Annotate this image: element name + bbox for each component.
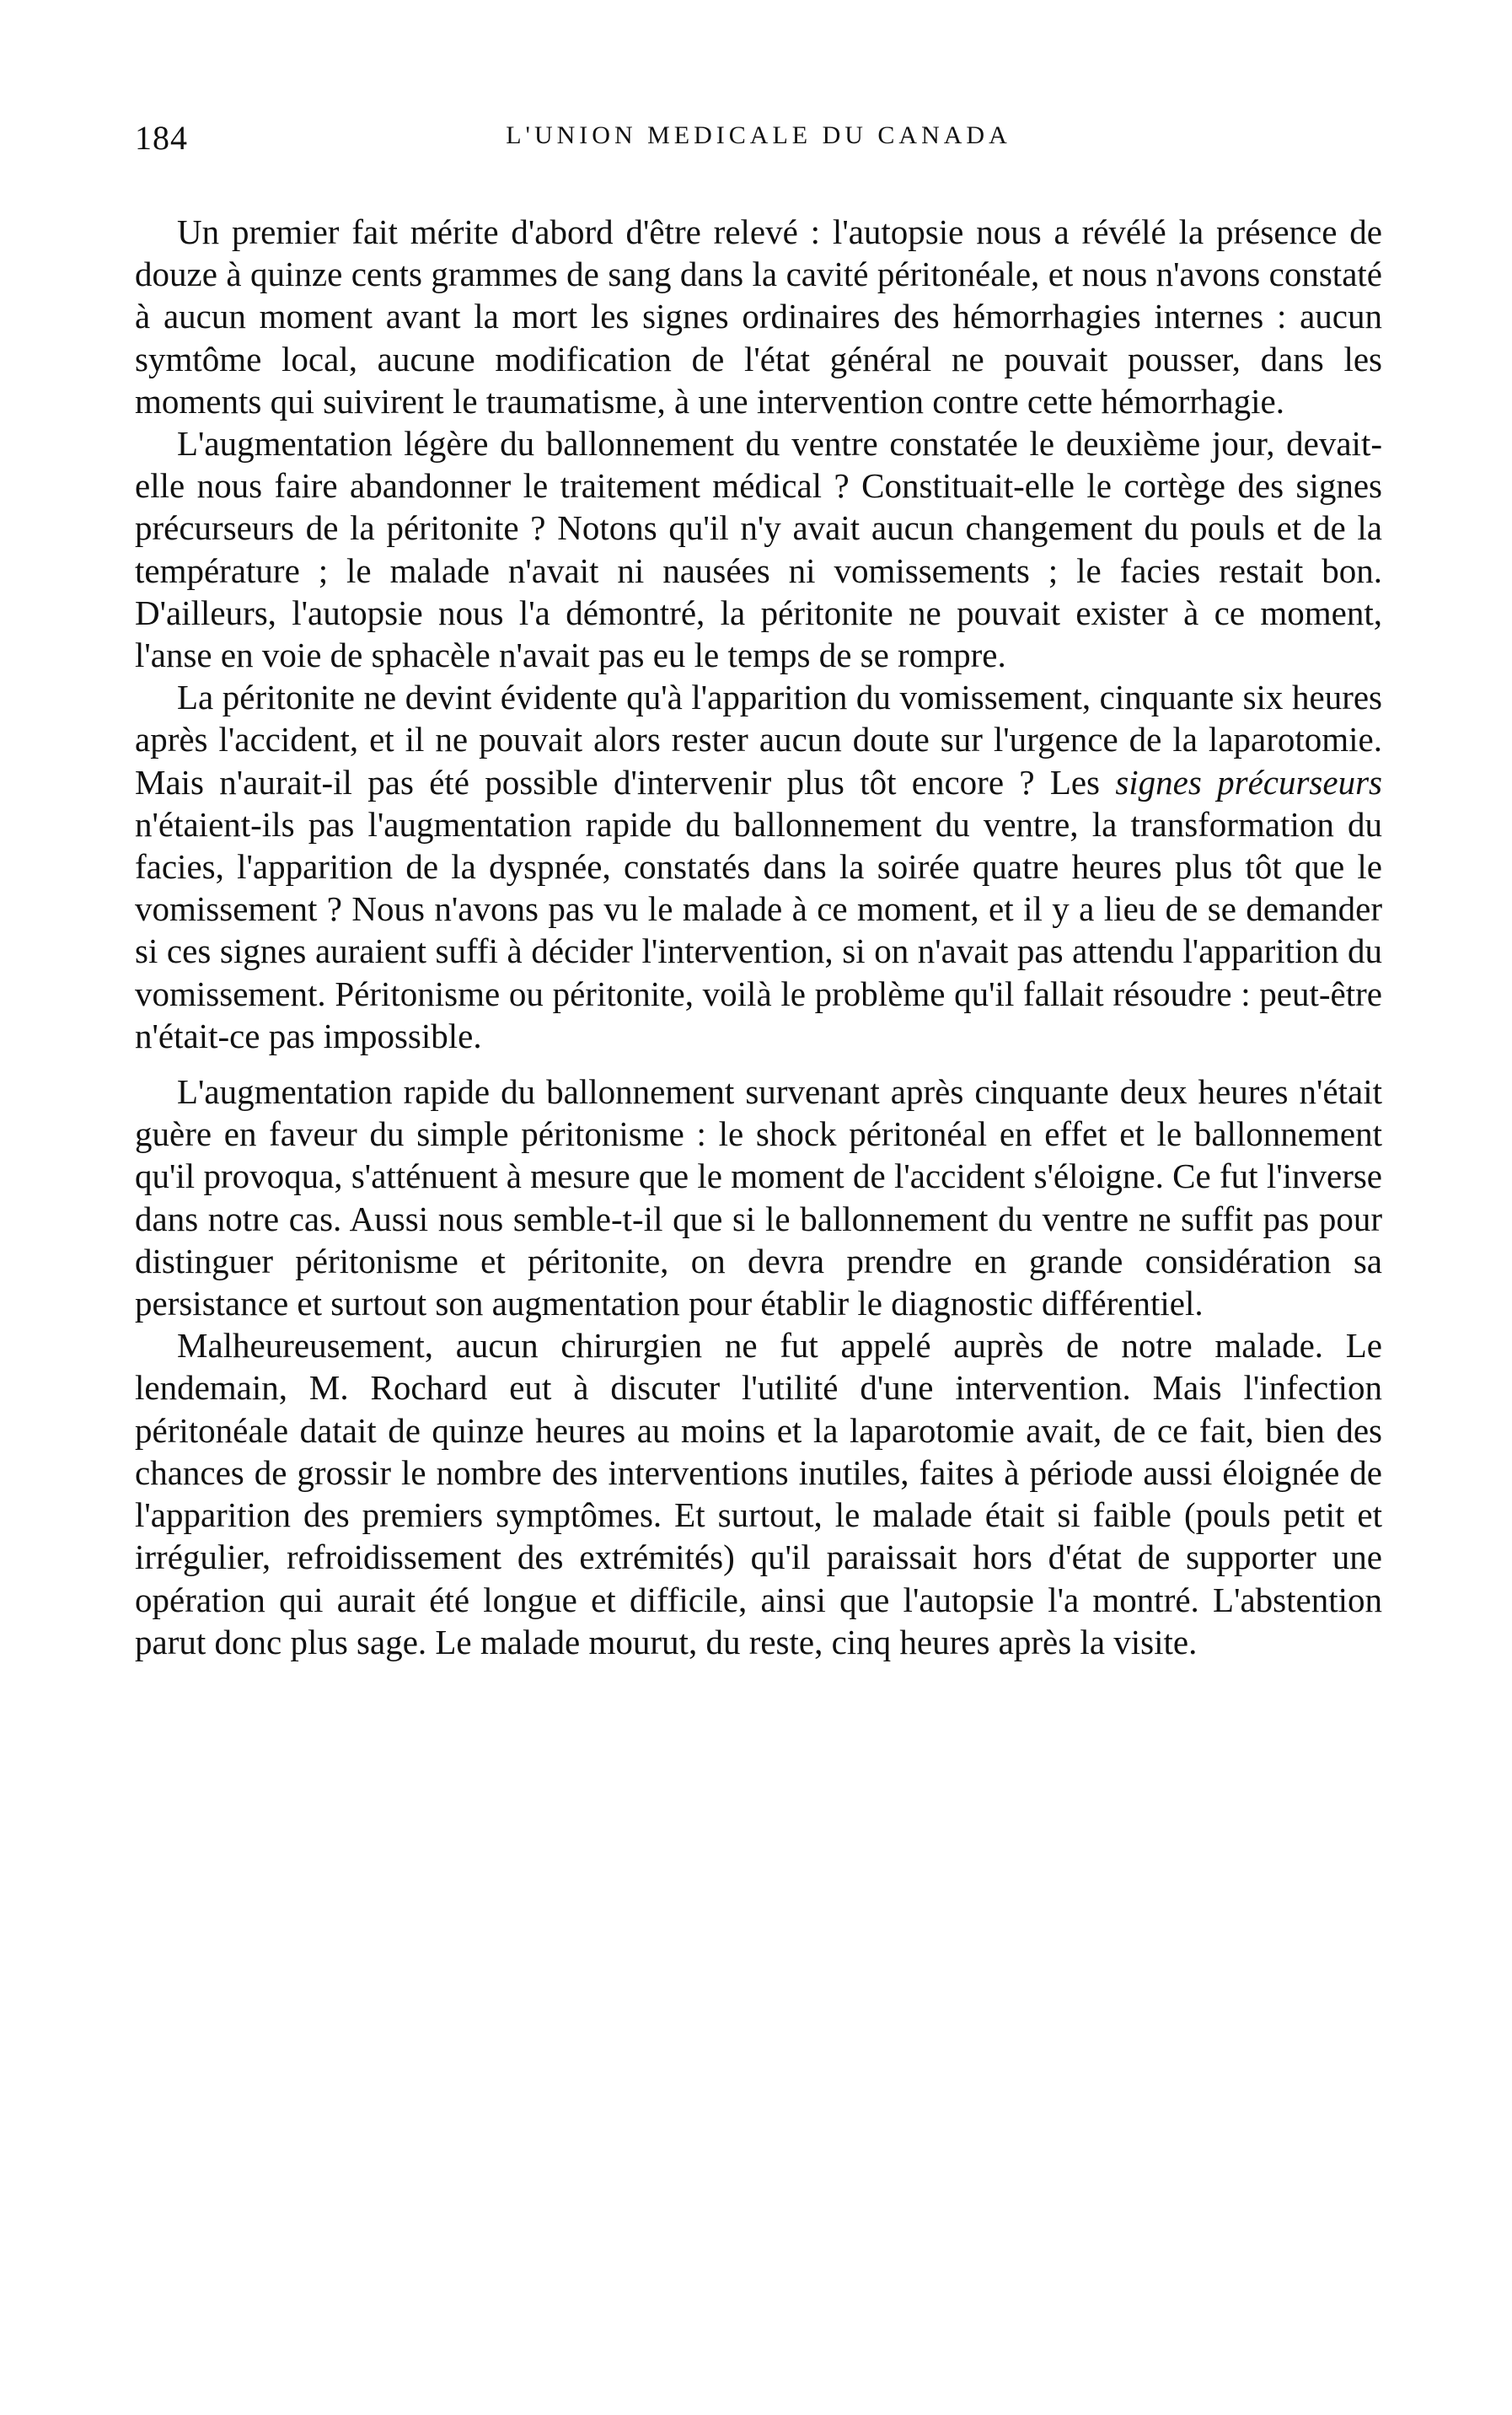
paragraph-peritonite-evidente [135, 676, 1382, 1057]
running-header [135, 118, 1382, 169]
page-number: 184 [135, 119, 188, 157]
paragraph-ballonnement-second-day: L'augmentation légère du ballonnement du ventre constatée le deuxième jour, devait-elle nous faire abandonner le traitement médical ? Constituait-elle le cortège des signes précurseurs de la péritonite ? Notons qu'il n'y avait aucun changement du pouls et de la température ; le malade n'avait ni nausées ni vomissements ; le facies restait bon. D'ailleurs, l'autopsie nous l'a démontré, la péritonite ne pouvait exister à ce moment, l'anse en voie de sphacèle n'avait pas eu le temps de se rompre. [135, 424, 1382, 675]
signes-precurseurs-italic: signes précurseurs [1115, 762, 1382, 802]
paragraph-malheureusement: Malheureusement, aucun chirurgien ne fut appelé auprès de notre malade. Le lendemain, M. Rochard eut à discuter l'utilité d'une intervention. Mais l'infection péritonéale datait de quinze heures au moins et la laparotomie avait, de ce fait, bien des chances de grossir le nombre des interventions inutiles, faites à période aussi éloignée de l'apparition des premiers symptômes. Et surtout, le malade était si faible (pouls petit et irrégulier, refroidissement des extrémités) qu'il paraissait hors d'état de supporter une opération qui aurait été longue et difficile, ainsi que l'autopsie l'a montré. L'abstention parut donc plus sage. Le malade mourut, du reste, cinq heures après la visite. [135, 1326, 1382, 1661]
paragraph-peritonite-text-before: La péritonite ne devint évidente qu'à l'apparition du vomissement, cinquante six heures après l'accident, et il ne pouvait alors rester aucun doute sur l'urgence de la laparotomie. Mais n'aurait-il pas été possible d'intervenir plus tôt encore ? Les [135, 678, 1382, 802]
paragraph-autopsy-finding: Un premier fait mérite d'abord d'être relevé : l'autopsie nous a révélé la présence de douze à quinze cents grammes de sang dans la cavité péritonéale, et nous n'avons constaté à aucun moment avant la mort les signes ordinaires des hémorrhagies internes : aucun symtôme local, aucune modification de l'état général ne pouvait pousser, dans les moments qui suivirent le traumatisme, à une intervention contre cette hémorrhagie. [135, 212, 1382, 421]
paragraph-augmentation-rapide: L'augmentation rapide du ballonnement survenant après cinquante deux heures n'était guère en faveur du simple péritonisme : le shock péritonéal en effet et le ballonnement qu'il provoqua, s'atténuent à mesure que le moment de l'accident s'éloigne. Ce fut l'inverse dans notre cas. Aussi nous semble-t-il que si le ballonnement du ventre ne suffit pas pour distinguer péritonisme et péritonite, on devra prendre en grande considération sa persistance et surtout son augmentation pour établir le diagnostic différentiel. [135, 1072, 1382, 1323]
paragraph-peritonite-text-after: n'étaient-ils pas l'augmentation rapide du ballonnement du ventre, la transformation du facies, l'apparition de la dyspnée, constatés dans la soirée quatre heures plus tôt que le vomissement ? Nous n'avons pas vu le malade à ce moment, et il y a lieu de se demander si ces signes auraient suffi à décider l'intervention, si on n'avait pas attendu l'apparition du vomissement. Péritonisme ou péritonite, voilà le problème qu'il fallait résoudre : peut-être n'était-ce pas impossible. [135, 804, 1382, 1055]
journal-title: L'UNION MEDICALE DU CANADA [506, 121, 1011, 149]
article-body [135, 211, 1382, 1663]
